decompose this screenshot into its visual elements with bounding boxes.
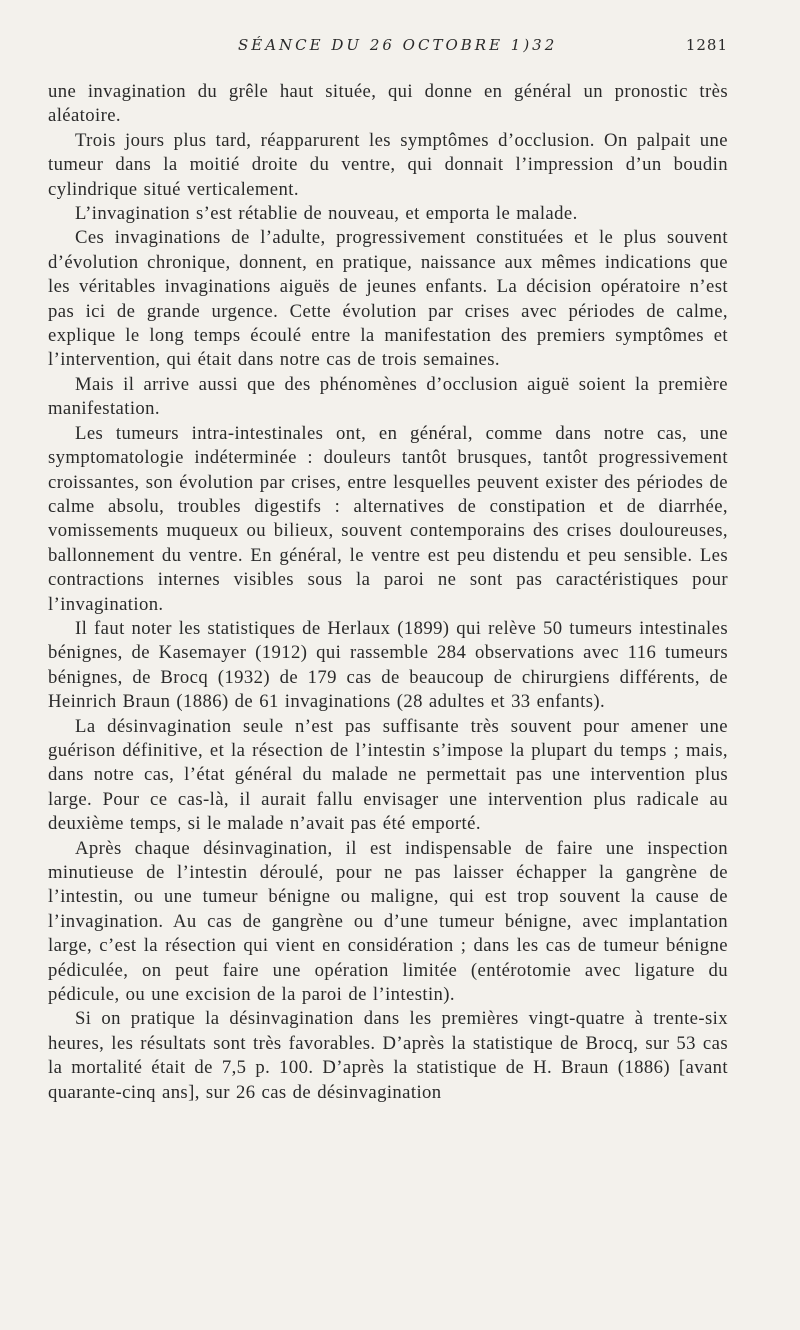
paragraph: Mais il arrive aussi que des phénomènes d’occlusion aiguë soient la première manifestation. [48,373,728,420]
paragraph: Il faut noter les statistiques de Herlaux (1899) qui relève 50 tumeurs intestinales bénignes, de Kasemayer (1912) qui rassemble 284 observations avec 116 tumeurs bénignes, de Brocq (1932) de 179 cas de beaucoup de chirurgiens différents, de Heinrich Braun (1886) de 61 invaginations (28 adultes et 33 enfants). [48,617,728,713]
paragraph: La désinvagination seule n’est pas suffisante très souvent pour amener une guérison définitive, et la résection de l’intestin s’impose la plupart du temps ; mais, dans notre cas, l’état général du malade ne permettait pas une intervention plus large. Pour ce cas-là, il aurait fallu envisager une intervention plus radicale au deuxième temps, si le malade n’avait pas été emporté. [48,715,728,835]
running-title: SÉANCE DU 26 OCTOBRE 1)32 [238,36,558,54]
page-number: 1281 [685,36,728,54]
paragraph: Les tumeurs intra-intestinales ont, en général, comme dans notre cas, une symptomatologie indéterminée : douleurs tantôt brusques, tantôt progressivement croissantes, son évolution par crises, entre lesquelles peuvent exister des périodes de calme absolu, troubles digestifs : alternatives de constipation et de diarrhée, vomissements muqueux ou bilieux, souvent contemporains des crises douloureuses, ballonnement du ventre. En général, le ventre est peu distendu et peu sensible. Les contractions internes visibles sous la paroi ne sont pas caractéristiques pour l’invagination. [48,422,728,615]
page-header [48,36,728,60]
paragraph: Trois jours plus tard, réapparurent les symptômes d’occlusion. On palpait une tumeur dans la moitié droite du ventre, qui donnait l’impression d’un boudin cylindrique situé verticalement. [48,129,728,200]
paragraph: Ces invaginations de l’adulte, progressivement constituées et le plus souvent d’évolution chronique, donnent, en pratique, naissance aux mêmes indications que les véritables invaginations aiguës de jeunes enfants. La décision opératoire n’est pas ici de grande urgence. Cette évolution par crises avec périodes de calme, explique le long temps écoulé entre la manifestation des premiers symptômes et l’intervention, qui était dans notre cas de trois semaines. [48,227,728,371]
paragraph: L’invagination s’est rétablie de nouveau, et emporta le malade. [75,203,578,225]
body-text [48,80,728,1105]
paragraph: Si on pratique la désinvagination dans les premières vingt-quatre à trente-six heures, les résultats sont très favorables. D’après la statistique de Brocq, sur 53 cas la mortalité était de 7,5 p. 100. D’après la statistique de H. Braun (1886) [avant quarante-cinq ans], sur 26 cas de désinvagination [48,1008,728,1103]
paragraph: une invagination du grêle haut située, qui donne en général un pronostic très aléatoire. [48,81,728,127]
paragraph: Après chaque désinvagination, il est indispensable de faire une inspection minutieuse de l’intestin déroulé, pour ne pas laisser échapper la gangrène de l’intestin, ou une tumeur bénigne ou maligne, qui est trop souvent la cause de l’invagination. Au cas de gangrène ou d’une tumeur bénigne, avec implantation large, c’est la résection qui vient en considération ; dans les cas de tumeur bénigne pédiculée, on peut faire une opération limitée (entérotomie avec ligature du pédicule, ou une excision de la paroi de l’intestin). [48,837,728,1006]
